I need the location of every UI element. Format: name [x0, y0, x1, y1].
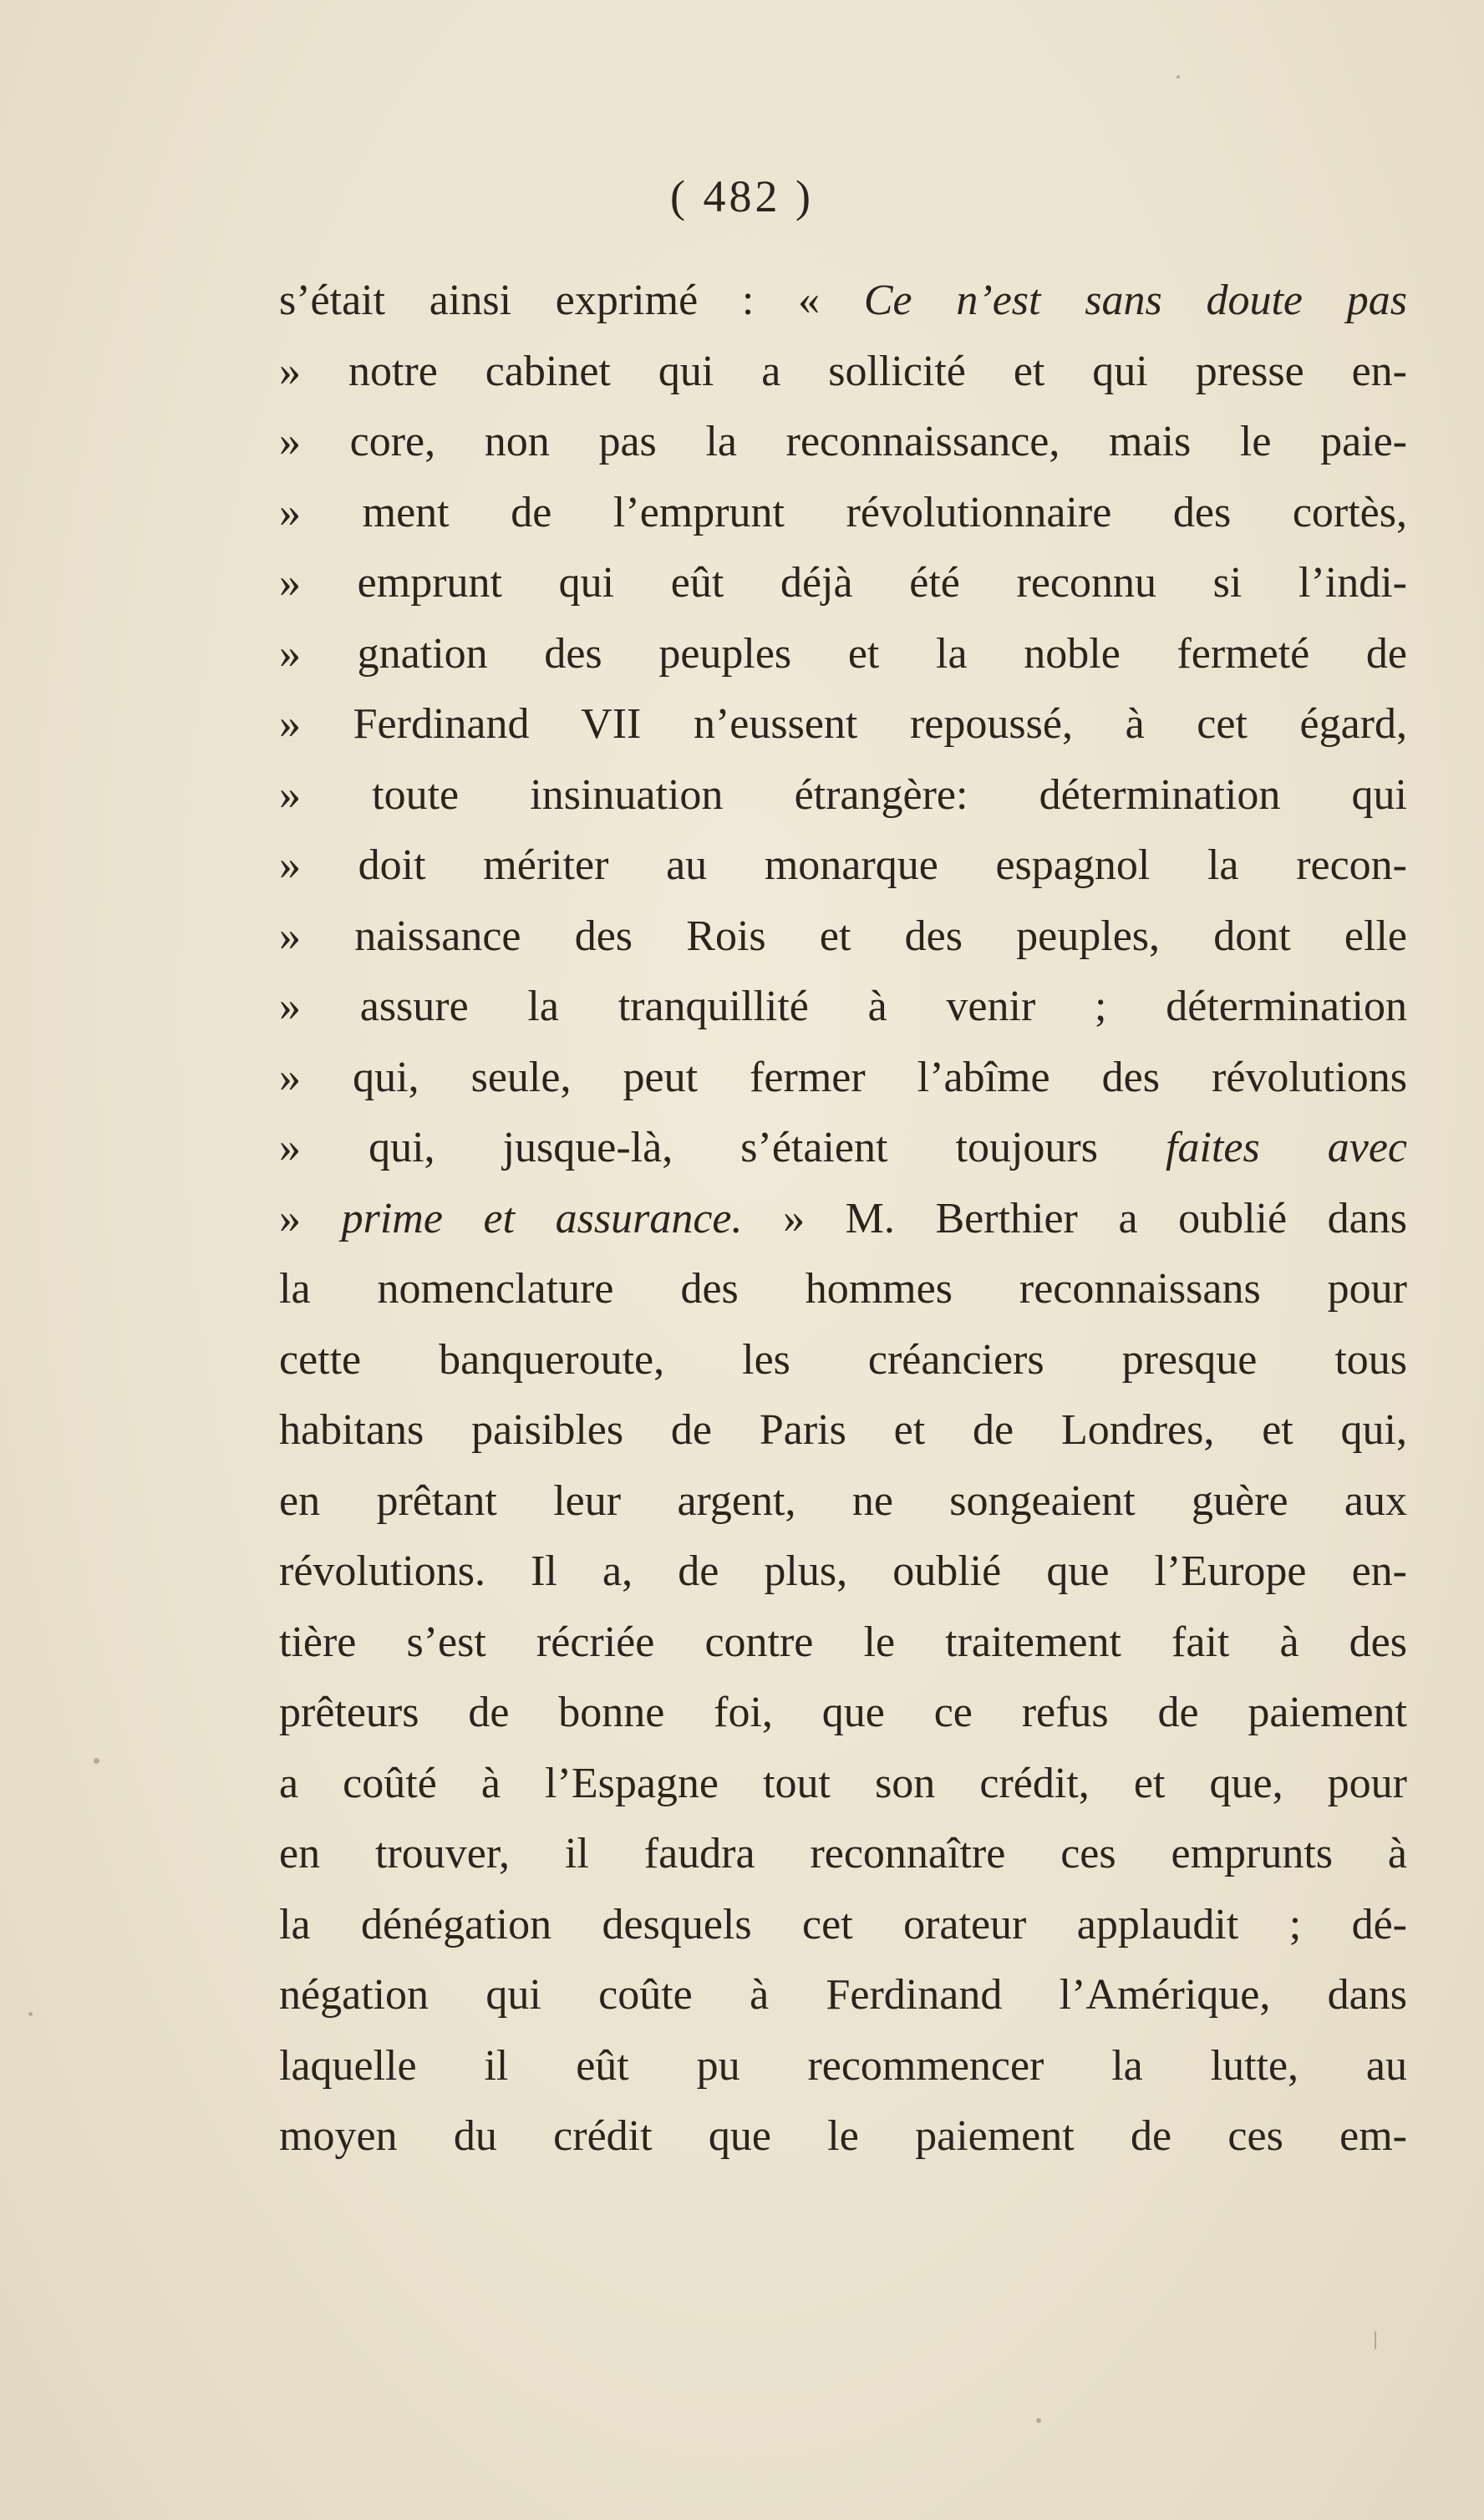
text-run: révolutions. Il a, de plus, oublié que l’Europe en- [279, 1547, 1407, 1595]
text-run: » doit mériter au monarque espagnol la recon- [279, 841, 1407, 889]
text-run: » ment de l’emprunt révolutionnaire des cortès, [279, 488, 1407, 536]
text-line [279, 1254, 1407, 1325]
paper-speck [1177, 75, 1180, 79]
text-run: » gnation des peuples et la noble fermeté de [279, 629, 1407, 678]
body-text [279, 266, 1407, 2172]
text-run: tière s’est récriée contre le traitement fait à des [279, 1618, 1407, 1666]
italic-text: faites avec [1166, 1124, 1407, 1171]
text-line [279, 902, 1407, 973]
text-line [279, 1184, 1407, 1255]
text-run: » toute insinuation étrangère: détermination qui [279, 770, 1407, 819]
text-line [279, 1325, 1407, 1396]
italic-text: prime et assurance. [341, 1194, 743, 1242]
text-line [279, 2101, 1407, 2172]
text-run: la nomenclature des hommes reconnaissans pour [279, 1265, 1407, 1313]
text-run: » notre cabinet qui a sollicité et qui presse en- [279, 347, 1407, 395]
text-line [279, 2031, 1407, 2102]
text-line [279, 266, 1407, 337]
text-line [279, 972, 1407, 1043]
text-run: » Ferdinand VII n’eussent repoussé, à cet égard, [279, 700, 1407, 748]
text-run: laquelle il eût pu recommencer la lutte, au [279, 2041, 1407, 2090]
text-line [279, 1608, 1407, 1679]
text-line [279, 1395, 1407, 1466]
text-run: » M. Berthier a oublié dans [742, 1194, 1407, 1242]
text-line [279, 548, 1407, 619]
text-run: s’était ainsi exprimé : « [279, 277, 864, 324]
text-run: négation qui coûte à Ferdinand l’Amérique, dans [279, 1971, 1407, 2019]
paper-speck [28, 2012, 33, 2016]
text-run: » qui, seule, peut fermer l’abîme des révolutions [279, 1053, 1407, 1101]
text-line [279, 619, 1407, 690]
text-run: cette banqueroute, les créanciers presque tous [279, 1335, 1407, 1384]
text-run: » emprunt qui eût déjà été reconnu si l’indi- [279, 559, 1407, 607]
text-line [279, 1749, 1407, 1820]
text-run: prêteurs de bonne foi, que ce refus de paiement [279, 1689, 1407, 1736]
text-run: la dénégation desquels cet orateur applaudit ; dé- [279, 1900, 1407, 1948]
text-run: » qui, jusque-là, s’étaient toujours [279, 1124, 1166, 1171]
text-line [279, 478, 1407, 549]
text-line [279, 1537, 1407, 1608]
paper-speck [94, 1758, 99, 1764]
text-line [279, 689, 1407, 760]
text-run: en prêtant leur argent, ne songeaient guère aux [279, 1476, 1407, 1525]
text-run: habitans paisibles de Paris et de Londres, et qui, [279, 1406, 1407, 1454]
text-line [279, 1890, 1407, 1961]
paper-speck [1036, 2418, 1041, 2423]
italic-text: Ce n’est sans doute pas [863, 277, 1407, 324]
text-run: en trouver, il faudra reconnaître ces emprunts à [279, 1830, 1407, 1877]
text-run: a coûté à l’Espagne tout son crédit, et que, pour [279, 1759, 1407, 1807]
text-line [279, 1043, 1407, 1114]
text-line [279, 407, 1407, 478]
text-run: » assure la tranquillité à venir ; détermination [279, 983, 1407, 1030]
text-line [279, 760, 1407, 831]
paper-speck [1375, 2331, 1376, 2350]
text-line [279, 337, 1407, 408]
text-line [279, 1678, 1407, 1749]
text-run: moyen du crédit que le paiement de ces em- [279, 2112, 1407, 2160]
page-number: ( 482 ) [670, 171, 814, 221]
text-run: » naissance des Rois et des peuples, dont elle [279, 912, 1407, 960]
text-run: » core, non pas la reconnaissance, mais le paie- [279, 418, 1407, 465]
text-line [279, 831, 1407, 902]
text-line [279, 1819, 1407, 1890]
text-line [279, 1466, 1407, 1537]
text-line [279, 1113, 1407, 1184]
text-run: » [279, 1194, 342, 1242]
text-line [279, 1960, 1407, 2031]
